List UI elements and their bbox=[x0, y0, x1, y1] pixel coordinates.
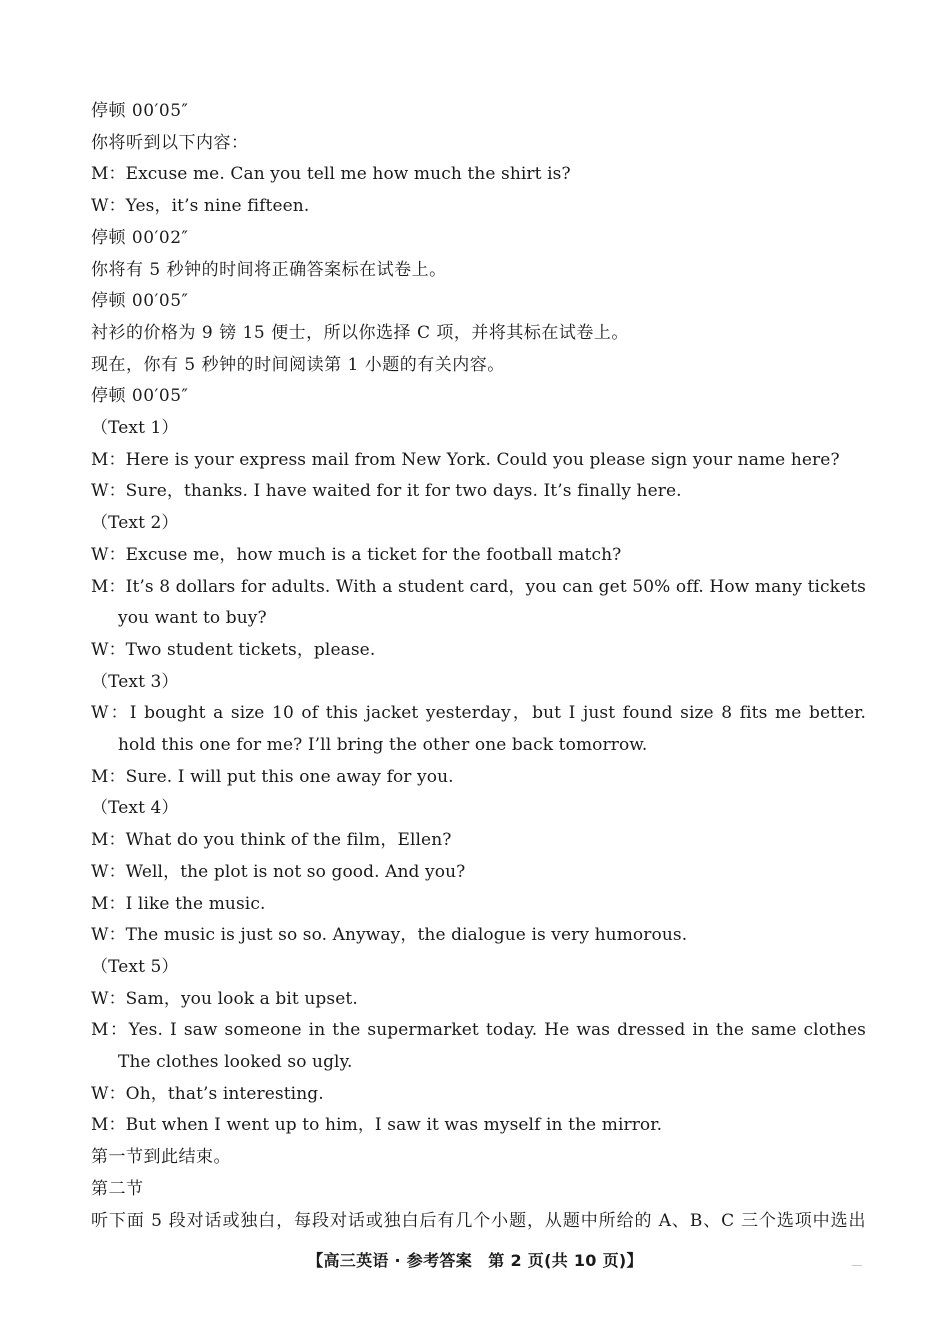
text-line: M：Excuse me. Can you tell me how much the shirt is? bbox=[91, 164, 571, 185]
text-line: （Text 1） bbox=[91, 418, 179, 439]
text-line: M：Sure. I will put this one away for you. bbox=[91, 766, 454, 787]
text-line: 衬衫的价格为 9 镑 15 便士，所以你选择 C 项，并将其标在试卷上。 bbox=[91, 322, 629, 343]
text-line: （Text 4） bbox=[91, 798, 179, 819]
text-line: 停顿 00′02″ bbox=[91, 227, 189, 248]
text-line: 停顿 00′05″ bbox=[91, 386, 189, 407]
text-line: 你将有 5 秒钟的时间将正确答案标在试卷上。 bbox=[91, 259, 447, 280]
text-line: 第二节 bbox=[91, 1178, 144, 1199]
text-line: W：Well，the plot is not so good. And you? bbox=[91, 861, 466, 882]
text-line: W：Two student tickets，please. bbox=[91, 639, 376, 660]
text-line: （Text 5） bbox=[91, 956, 179, 977]
text-line: （Text 3） bbox=[91, 671, 179, 692]
text-line: M：It’s 8 dollars for adults. With a student card，you can get 50% off. How many tickets bbox=[91, 576, 866, 597]
text-line: 你将听到以下内容： bbox=[91, 132, 249, 153]
text-line: 现在，你有 5 秒钟的时间阅读第 1 小题的有关内容。 bbox=[91, 354, 505, 375]
text-line: W：Oh，that’s interesting. bbox=[91, 1083, 324, 1104]
text-line: W：I bought a size 10 of this jacket yesterday，but I just found size 8 fits me better. bbox=[91, 703, 866, 724]
text-line: W：Yes，it’s nine fifteen. bbox=[91, 196, 310, 217]
text-line: 停顿 00′05″ bbox=[91, 101, 189, 121]
text-line: W：Sure，thanks. I have waited for it for two days. It’s finally here. bbox=[91, 481, 682, 502]
text-line: （Text 2） bbox=[91, 513, 179, 534]
text-line: 听下面 5 段对话或独白，每段对话或独白后有几个小题，从题中所给的 A、B、C 三个选项中选出 bbox=[91, 1210, 866, 1231]
text-line: W：The music is just so so. Anyway，the dialogue is very humorous. bbox=[91, 925, 688, 946]
text-line: W：Excuse me，how much is a ticket for the football match? bbox=[91, 544, 622, 565]
text-line: M：But when I went up to him，I saw it was myself in the mirror. bbox=[91, 1115, 663, 1136]
text-line: M：Yes. I saw someone in the supermarket today. He was dressed in the same clothes bbox=[91, 1020, 866, 1041]
text-line: you want to buy? bbox=[118, 608, 267, 629]
text-line: The clothes looked so ugly. bbox=[118, 1052, 353, 1073]
scan-mark bbox=[852, 1265, 862, 1266]
document-body bbox=[91, 96, 866, 1237]
text-line: W：Sam，you look a bit upset. bbox=[91, 988, 358, 1009]
text-line: M：I like the music. bbox=[91, 893, 266, 914]
text-line: 第一节到此结束。 bbox=[91, 1147, 231, 1168]
text-line: M：What do you think of the film，Ellen? bbox=[91, 830, 452, 851]
text-line: hold this one for me? I’ll bring the other one back tomorrow. bbox=[118, 735, 648, 756]
page-footer: 【高三英语 · 参考答案 第 2 页(共 10 页)】 bbox=[307, 1251, 643, 1270]
text-line: 停顿 00′05″ bbox=[91, 291, 189, 312]
text-line: M：Here is your express mail from New York. Could you please sign your name here? bbox=[91, 449, 840, 470]
